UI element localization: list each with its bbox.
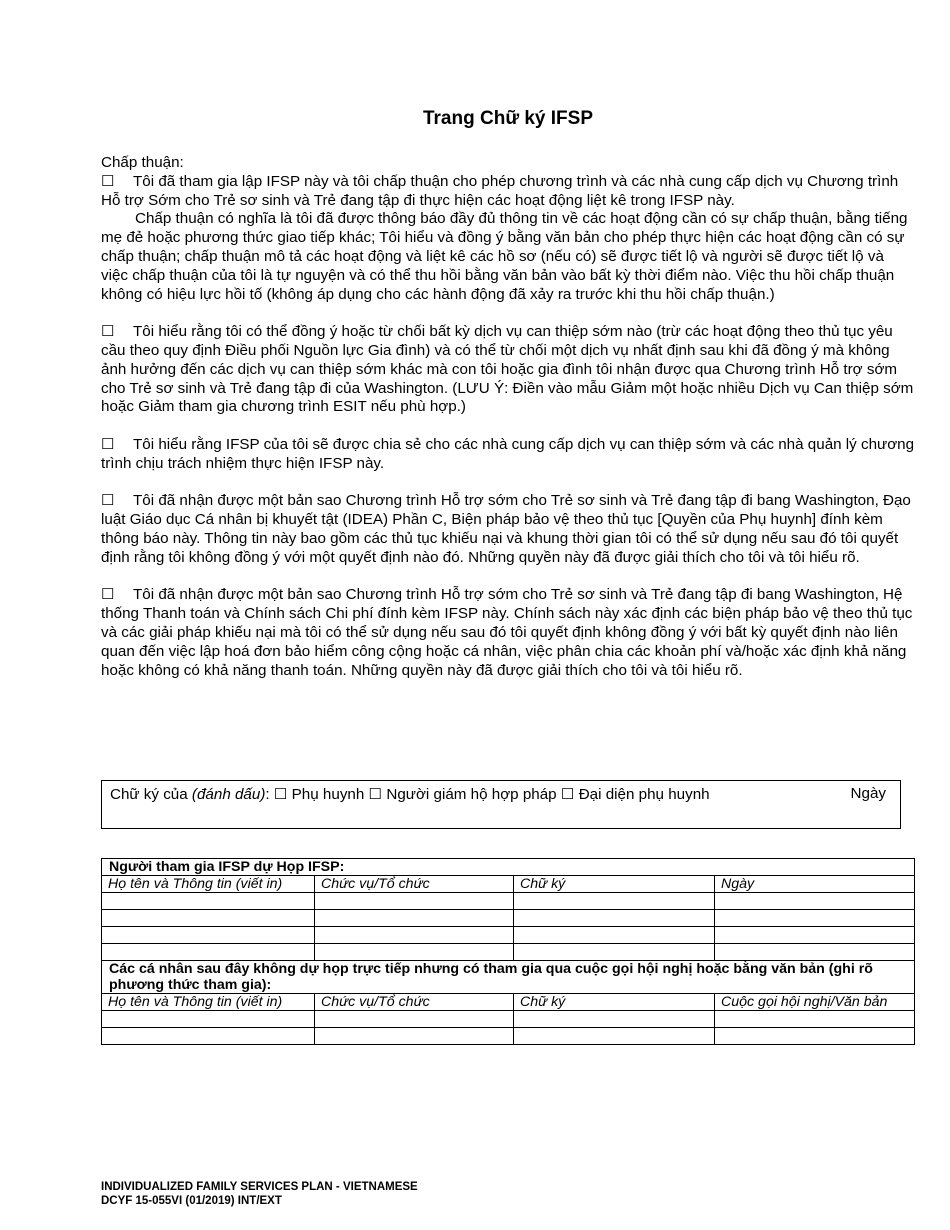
cell-name[interactable] [102,910,315,927]
cell-title-org[interactable] [315,1028,514,1045]
signature-label [110,785,710,803]
cell-name[interactable] [102,1028,315,1045]
header-date: Ngày [715,876,915,893]
consent-item-2 [101,323,915,417]
cell-signature[interactable] [514,944,715,961]
signature-box[interactable] [101,780,901,829]
consent-text-5: Tôi đã nhận được một bản sao Chương trình Hỗ trợ sớm cho Trẻ sơ sinh và Trẻ đang tập đi bang Washington, Hệ thống Thanh toán và Chính sách Chi phí đính kèm IFSP này. Chính sách này xác định các biện pháp bảo vệ theo thủ tục và các giải pháp khiếu nại mà tôi có thể sử dụng nếu sau đó tôi quyết định không đồng ý với bất kỳ quyết định nào liên quan đến việc lập hoá đơn bảo hiểm công cộng hoặc cá nhân, việc phân chia các khoản phí và/hoặc xác định khả năng hoặc không có khả năng thanh toán. Những quyền này đã được giải thích cho tôi và tôi hiểu rõ. [101,586,913,679]
cell-name[interactable] [102,927,315,944]
header-name: Họ tên và Thông tin (viết in) [102,876,315,893]
page-title: Trang Chữ ký IFSP [422,108,594,129]
header-signature: Chữ ký [514,994,715,1011]
cell-title-org[interactable] [315,893,514,910]
header-title-org: Chức vụ/Tổ chức [315,994,514,1011]
cell-title-org[interactable] [315,910,514,927]
table-row [102,1011,915,1028]
signature-prefix: Chữ ký của [110,786,192,803]
remote-participants-section-title: Các cá nhân sau đây không dự họp trực tiếp nhưng có tham gia qua cuộc gọi hội nghị hoặc bằng văn bản (ghi rõ phương thức tham gia): [102,961,915,994]
consent-text-4: Tôi đã nhận được một bản sao Chương trình Hỗ trợ sớm cho Trẻ sơ sinh và Trẻ đang tập đi bang Washington, Đạo luật Giáo dục Cá nhân bị khuyết tật (IDEA) Phần C, Biện pháp bảo vệ theo thủ tục [Quyền của Phụ huynh] đính kèm thông báo này. Thông tin này bao gồm các thủ tục khiếu nại và khung thời gian tôi có thể sử dụng nếu sau đó tôi quyết định rằng tôi không đồng ý với một quyết định nào đó. Những quyền này đã được giải thích cho tôi và tôi hiểu rõ. [101,492,911,566]
cell-name[interactable] [102,1011,315,1028]
cell-date[interactable] [715,910,915,927]
cell-date[interactable] [715,893,915,910]
cell-name[interactable] [102,944,315,961]
table-row [102,944,915,961]
signature-option-representative[interactable]: ☐ Đại diện phụ huynh [560,786,710,803]
consent-text-3: Tôi hiểu rằng IFSP của tôi sẽ được chia sẻ cho các nhà cung cấp dịch vụ can thiệp sớm và các nhà quản lý chương trình chịu trách nhiệm thực hiện IFSP này. [101,435,915,472]
header-title-org: Chức vụ/Tổ chức [315,876,514,893]
consent-explanation: Chấp thuận có nghĩa là tôi đã được thông báo đầy đủ thông tin về các hoạt động cần có sự chấp thuận, bằng tiếng mẹ đẻ hoặc phương thức giao tiếp khác; Tôi hiểu và đồng ý bằng văn bản cho phép thực hiện các hoạt động cần có sự chấp thuận; chấp thuận mô tả các hoạt động và liệt kê các hồ sơ (nếu có) sẽ được tiết lộ và người sẽ được tiết lộ và việc chấp thuận của tôi là tự nguyện và có thể thu hồi bằng văn bản vào bất kỳ thời điểm nào. Việc thu hồi chấp thuận không có hiệu lực hồi tố (không áp dụng cho các hành động đã xảy ra trước khi thu hồi chấp thuận.) [101,210,908,303]
cell-signature[interactable] [514,910,715,927]
table-row [102,910,915,927]
cell-title-org[interactable] [315,927,514,944]
signature-mark-hint: (đánh dấu) [191,786,266,803]
header-name: Họ tên và Thông tin (viết in) [102,994,315,1011]
consent-text-1: Tôi đã tham gia lập IFSP này và tôi chấp thuận cho phép chương trình và các nhà cung cấp dịch vụ Chương trình Hỗ trợ Sớm cho Trẻ sơ sinh và Trẻ đang tập đi thực hiện các hoạt động liệt kê trong IFSP này. [101,172,899,209]
consent-item-4 [101,492,915,567]
signature-option-guardian[interactable]: ☐ Người giám hộ hợp pháp [368,786,557,803]
footer-form-name: INDIVIDUALIZED FAMILY SERVICES PLAN - VIETNAMESE [101,1181,418,1193]
table-row [102,927,915,944]
consent-item-5 [101,586,915,680]
cell-signature[interactable] [514,893,715,910]
consent-item-1 [101,173,915,211]
cell-date[interactable] [715,927,915,944]
cell-signature[interactable] [514,927,715,944]
checkbox-5[interactable]: ☐ [101,586,115,604]
header-signature: Chữ ký [514,876,715,893]
signature-date-label: Ngày [850,785,886,802]
cell-signature[interactable] [514,1011,715,1028]
cell-name[interactable] [102,893,315,910]
signature-option-parent[interactable]: ☐ Phụ huynh [273,786,365,803]
checkbox-1[interactable]: ☐ [101,172,115,190]
consent-text-2: Tôi hiểu rằng tôi có thể đồng ý hoặc từ chối bất kỳ dịch vụ can thiệp sớm nào (trừ các hoạt động theo thủ tục yêu cầu theo quy định Điều phối Nguồn lực Gia đình) và có thể từ chối một dịch vụ nhất định sau khi đã đồng ý mà không ảnh hưởng đến các dịch vụ can thiệp sớm khác mà con tôi hoặc gia đình tôi nhận được qua Chương trình Hỗ trợ sớm cho Trẻ sơ sinh và Trẻ đang tập đi của Washington. (LƯU Ý: Điền vào mẫu Giảm một hoặc nhiều Dịch vụ Can thiệp sớm hoặc Giảm tham gia chương trình ESIT nếu phù hợp.) [101,323,914,416]
footer-form-number: DCYF 15-055VI (01/2019) INT/EXT [101,1195,282,1207]
cell-title-org[interactable] [315,1011,514,1028]
table-header-row [102,994,915,1011]
attendees-table [101,858,915,1045]
cell-signature[interactable] [514,1028,715,1045]
cell-title-org[interactable] [315,944,514,961]
form-footer [101,1180,418,1208]
attendees-section-title: Người tham gia IFSP dự Họp IFSP: [102,859,915,876]
header-call-document: Cuộc gọi hội nghị/Văn bản [715,994,915,1011]
cell-date[interactable] [715,944,915,961]
consent-label: Chấp thuận: [101,154,184,171]
table-row [102,1028,915,1045]
cell-call-document[interactable] [715,1028,915,1045]
cell-call-document[interactable] [715,1011,915,1028]
signature-colon: : [265,786,274,803]
checkbox-2[interactable]: ☐ [101,323,115,341]
table-header-row [102,876,915,893]
checkbox-4[interactable]: ☐ [101,492,115,510]
consent-item-3 [101,436,915,474]
table-row [102,893,915,910]
checkbox-3[interactable]: ☐ [101,435,115,453]
consent-body [101,154,915,680]
